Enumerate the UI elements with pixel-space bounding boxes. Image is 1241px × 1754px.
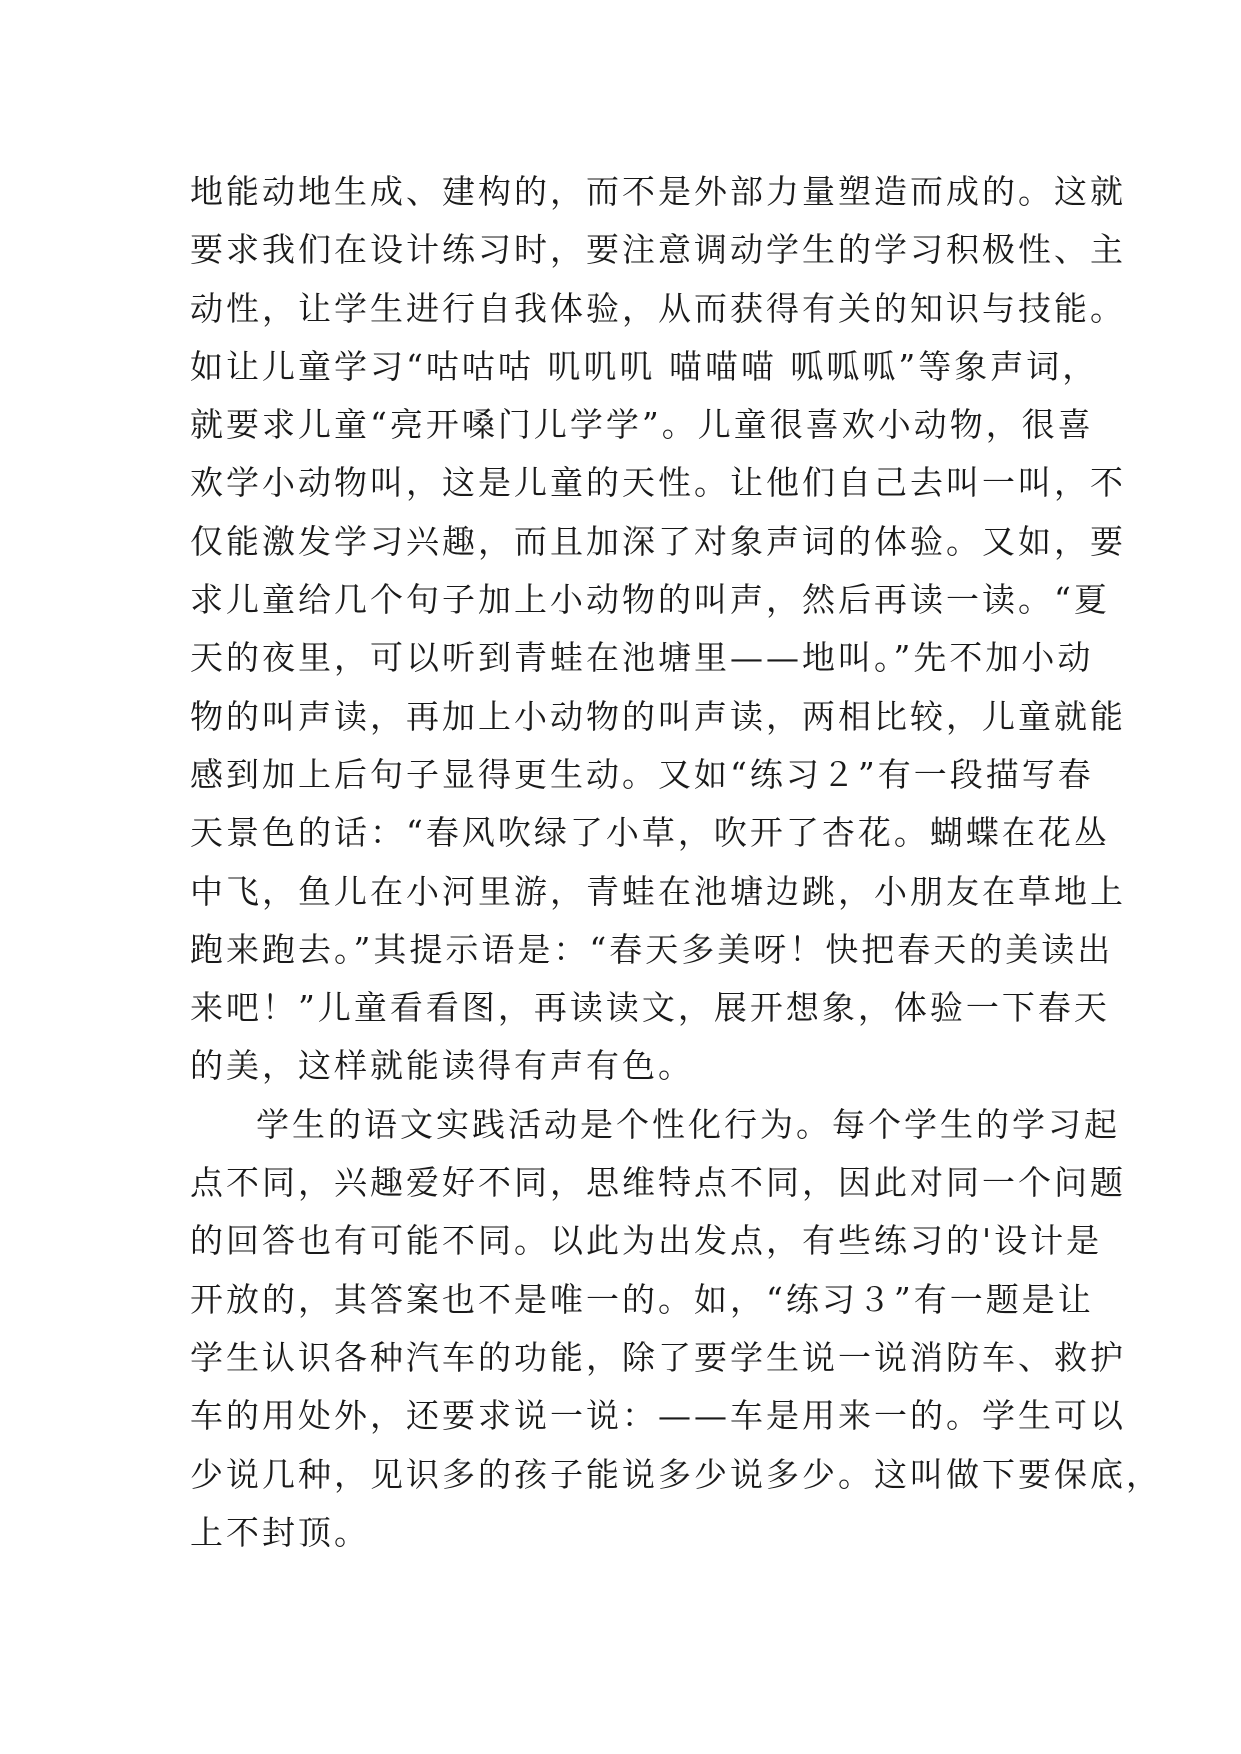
text-line: 的美，这样就能读得有声有色。: [190, 1046, 694, 1086]
text-line: 点不同，兴趣爱好不同，思维特点不同，因此对同一个问题: [190, 1163, 1126, 1203]
text-line: 要求我们在设计练习时，要注意调动学生的学习积极性、主: [190, 230, 1126, 270]
text-line: 上不封顶。: [190, 1512, 370, 1552]
text-line: 动性，让学生进行自我体验，从而获得有关的知识与技能。: [190, 288, 1126, 328]
body-text: [190, 163, 1162, 1562]
text-line: 开放的，其答案也不是唯一的。如，“练习３”有一题是让: [190, 1279, 1094, 1319]
text-line: 跑来跑去。”其提示语是：“春天多美呀！快把春天的美读出: [190, 929, 1114, 969]
text-line: 仅能激发学习兴趣，而且加深了对象声词的体验。又如，要: [190, 521, 1126, 561]
paragraph-start-line: 学生的语文实践活动是个性化行为。每个学生的学习起: [256, 1104, 1120, 1144]
text-line: 感到加上后句子显得更生动。又如“练习２”有一段描写春: [190, 754, 1094, 794]
text-line: 欢学小动物叫，这是儿童的天性。让他们自己去叫一叫，不: [190, 463, 1126, 503]
text-line: 中飞，鱼儿在小河里游，青蛙在池塘边跳，小朋友在草地上: [190, 871, 1126, 911]
text-line: 求儿童给几个句子加上小动物的叫声，然后再读一读。“夏: [190, 580, 1110, 620]
text-line: 少说几种，见识多的孩子能说多少说多少。这叫做下要保底，: [190, 1454, 1162, 1494]
text-line: 车的用处外，还要求说一说：——车是用来一的。学生可以: [190, 1396, 1126, 1436]
text-line: 天景色的话：“春风吹绿了小草，吹开了杏花。蝴蝶在花丛: [190, 813, 1110, 853]
text-line: 的回答也有可能不同。以此为出发点，有些练习的'设计是: [190, 1221, 1103, 1261]
text-line: 学生认识各种汽车的功能，除了要学生说一说消防车、救护: [190, 1337, 1126, 1377]
text-line: 物的叫声读，再加上小动物的叫声读，两相比较，儿童就能: [190, 696, 1126, 736]
text-line: 如让儿童学习“咕咕咕 叽叽叽 喵喵喵 呱呱呱”等象声词，: [190, 346, 1099, 386]
text-line: 来吧！”儿童看看图，再读读文，展开想象，体验一下春天: [190, 988, 1110, 1028]
text-line: 地能动地生成、建构的，而不是外部力量塑造而成的。这就: [190, 172, 1126, 211]
text-line: 就要求儿童“亮开嗓门儿学学”。儿童很喜欢小动物，很喜: [190, 405, 1094, 445]
text-line: 天的夜里，可以听到青蛙在池塘里——地叫。”先不加小动: [190, 638, 1094, 678]
